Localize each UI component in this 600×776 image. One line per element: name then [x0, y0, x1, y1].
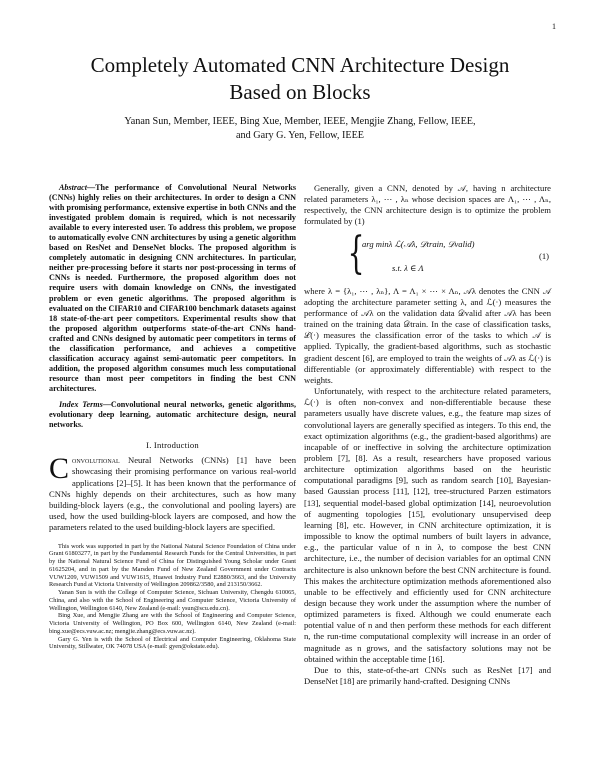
title-line-2: Based on Blocks — [229, 80, 371, 104]
footnote-affiliation-yen: Gary G. Yen is with the School of Electrical and Computer Engineering, Oklahoma State University, Stillwater, OK 74078 USA (e-mail: gyen@okstate.edu). — [49, 635, 296, 651]
footnote-affiliation-xue-zhang: Bing Xue, and Mengjie Zhang are with the School of Engineering and Computer Science, Victoria University of Wellington, PO Box 600, Wellington 6140, New Zealand (e-mail: bing.xue@ecs.vuw.ac.nz; mengjie.zhang@ecs.vuw.ac.nz). — [49, 612, 296, 635]
abstract-text: —The performance of Convolutional Neural Networks (CNNs) highly relies on their architectures. In order to design a CNN with promising performance, extensive expertise in both CNNs and the investigated problem domain is required, which is not necessarily available to every interested user. To address this problem, we propose to automatically evolve CNN architectures by using a genetic algorithm based on ResNet and DenseNet blocks. The proposed algorithm is completely automatic in designing CNN architectures. In particular, neither pre-processing before it starts nor post-processing in terms of CNNs is needed. Furthermore, the proposed algorithm does not require users with domain knowledge on CNNs, the investigated problem or even genetic algorithms. The proposed algorithm is evaluated on the CIFAR10 and CIFAR100 benchmark datasets against 18 state-of-the-art peer competitors. Experimental results show that the proposed algorithm outperforms state-of-the-art CNNs hand-crafted and CNNs designed by automatic peer competitors in terms of the classification performance, and achieves a competitive classification accuracy against semi-automatic peer competitors. In addition, the proposed algorithm consumes much less computational resource than most peer competitors in finding the best CNN architectures. — [49, 183, 296, 393]
intro-text: Neural Networks (CNNs) [1] have been showcasing their promising performance on various real-world applications [2]–[5]. It has been known that the performance of CNNs highly depends on their architectures, such as how many building-block layers (e.g., the convolutional and pooling layers) are used, how the used building-block layers are composed, and how the parameters related to the used building-block layers are specified. — [49, 455, 296, 533]
equation-number: (1) — [538, 250, 549, 261]
drop-cap: C — [49, 452, 70, 486]
author-list — [60, 115, 540, 143]
right-column — [304, 183, 551, 687]
body-paragraph-1: Generally, given a CNN, denoted by 𝒜, having n architecture related parameters λ₁, ⋯ , λₙ whose decision spaces are Λ₁, ⋯ , Λₙ, respectively, the CNN architecture design is to optimize the problem formulated by (1) — [304, 183, 551, 227]
index-terms — [49, 400, 296, 430]
abstract — [49, 183, 296, 394]
equation-constraint: s.t. λ ∈ Λ — [392, 262, 424, 273]
equation-1 — [304, 227, 551, 283]
paper-title — [40, 52, 560, 106]
equation-objective: arg minλ ℒ(𝒜λ, 𝒟train, 𝒟valid) — [362, 238, 475, 249]
page-number: 1 — [552, 22, 556, 31]
body-paragraph-3: Unfortunately, with respect to the architecture related parameters, ℒ(·) is often non-convex and non-differentiable because these parameters usually have discrete values, e.g., the feature map sizes of convolutional layers are generally specified as integers. To this end, the exact optimization algorithms (e.g., the gradient-based algorithms) are incapable of or ineffective in solving the architecture optimization problem [7], [8]. As a result, researchers have proposed various architecture optimization algorithms based on the heuristic computational paradigms [9], such as random search [10], Bayesian-based Gaussian process [11], [12], tree-structured Parzen estimators [13], sequential model-based global optimization [14], neuroevolution of augmenting topologies [15], evolutionary unsupervised deep learning [8], etc. However, in CNN architecture optimization, it is impossible to know the optimal numbers of built layers in advance, e.g., the particular value of n in λ, to compose the best CNN architecture, i.e., the number of decision variables for an optimal CNN architecture is also unknown before the best CNN architecture is found. This makes the architecture optimization methods aforementioned also unable to be effectively and efficiently used for CNN architecture design because they work under the assumption where the number of optimized parameters is fixed. Although we could enumerate each potential value of n and then perform these methods for each different n, the run-time computational complexity will increase in an order of magnitude as n grows, and the satisfactory solutions may not be obtained within the acceptable time [16]. — [304, 386, 551, 664]
equation-brace: { — [347, 227, 365, 279]
footnote-funding: This work was supported in part by the National Natural Science Foundation of China under Grant 61803277, in part by the Fundamental Research Funds for the Central Universities, in part by the National Natural Science Fund of China for Distinguished Young Scholar under Grant 61625204, and in part by the Marsden Fund of New Zealand Government under Contracts VUW1209, VUW1509 and VUW1615, Huawei Industry Fund E2880/3663, and the University Research Fund at Victoria University of Wellington 209862/3580, and 213150/3662. — [49, 542, 296, 589]
intro-paragraph — [49, 452, 296, 533]
authors-line-1: Yanan Sun, Member, IEEE, Bing Xue, Member, IEEE, Mengjie Zhang, Fellow, IEEE, — [124, 116, 476, 127]
index-terms-lead: Index Terms — [59, 399, 103, 409]
left-column — [49, 183, 296, 651]
footnote-affiliation-sun: Yanan Sun is with the College of Computer Science, Sichuan University, Chengdu 610065, China, and also with the School of Engineering and Computer Science, Victoria University of Wellington, Wellington 6140, New Zealand (e-mail: ysun@scu.edu.cn). — [49, 589, 296, 612]
abstract-lead: Abstract — [59, 183, 87, 192]
authors-line-2: and Gary G. Yen, Fellow, IEEE — [235, 130, 365, 141]
body-paragraph-4: Due to this, state-of-the-art CNNs such as ResNet [17] and DenseNet [18] are primarily hand-crafted. Designing CNNs — [304, 664, 551, 687]
index-terms-text: —Convolutional neural networks, genetic algorithms, evolutionary deep learning, automatic architecture design, neural networks. — [49, 399, 296, 430]
intro-smallcaps: onvolutional — [72, 455, 120, 466]
footnotes — [49, 543, 296, 652]
section-heading-introduction: I. Introduction — [146, 440, 199, 451]
body-paragraph-2: where λ = {λ₁, ⋯ , λₙ}, Λ = Λ₁ × ⋯ × Λₙ, 𝒜λ denotes the CNN 𝒜 adopting the architecture parameter setting λ, and ℒ(·) measures the performance of 𝒜λ on the validation data 𝒟valid after 𝒜λ has been trained on the training data 𝒟train. In the case of classification tasks, ℒ(·) measures the classification error of the tasks to which 𝒜 is applied. Typically, the gradient-based algorithms, such as stochastic gradient descent [6], are employed to train the weights of 𝒜λ as ℒ(·) is differentiable (or approximately differentiable) with respect to the weights. — [304, 285, 551, 385]
title-line-1: Completely Automated CNN Architecture Design — [90, 53, 510, 77]
